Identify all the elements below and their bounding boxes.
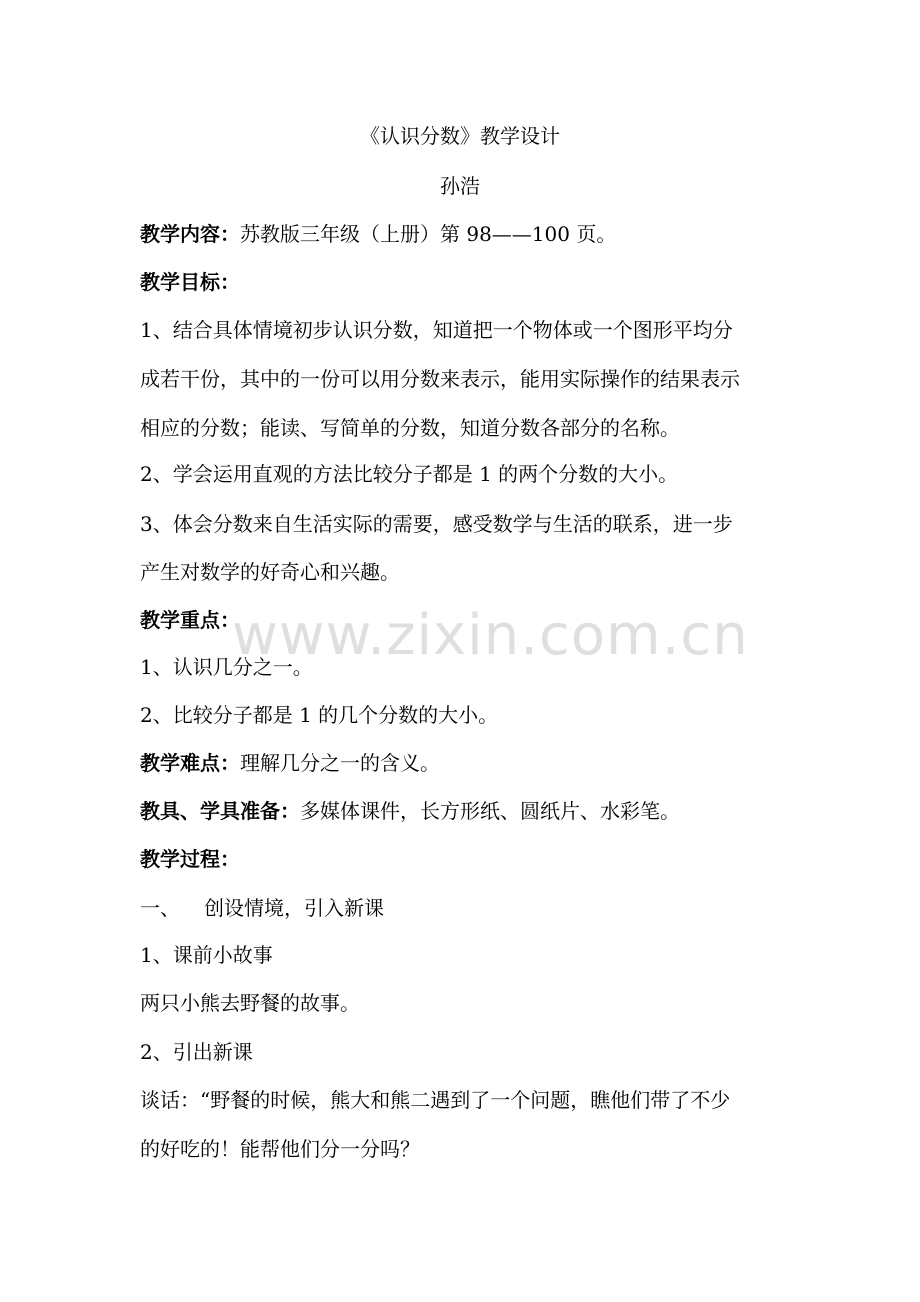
key-points-heading: 教学重点： [140,608,240,632]
goals-heading: 教学目标： [140,270,240,294]
difficulty-label: 教学难点： [140,751,240,775]
document-title: 《认识分数》教学设计 [360,124,560,148]
process-line: 两只小熊去野餐的故事。 [140,991,360,1015]
tools-row [140,799,680,823]
goals-line: 3、体会分数来自生活实际的需要，感受数学与生活的联系，进一步 [140,512,733,536]
key-points-line: 2、比较分子都是 1 的几个分数的大小。 [140,703,499,727]
tools-label: 教具、学具准备： [140,799,300,823]
goals-line: 成若干份，其中的一份可以用分数来表示，能用实际操作的结果表示 [140,367,740,391]
section-title: 创设情境，引入新课 [204,896,384,920]
goals-line: 2、学会运用直观的方法比较分子都是 1 的两个分数的大小。 [140,462,679,486]
difficulty-text: 理解几分之一的含义。 [240,751,440,775]
content-text: 苏教版三年级（上册）第 98——100 页。 [240,222,617,246]
process-line: 1、课前小故事 [140,943,273,967]
content-row [140,222,616,246]
process-line: 的好吃的！能帮他们分一分吗？ [140,1137,420,1161]
document-author: 孙浩 [440,174,480,198]
watermark: www.zixin.com.cn [232,603,749,668]
goals-line: 相应的分数；能读、写简单的分数，知道分数各部分的名称。 [140,416,680,440]
process-heading: 教学过程： [140,847,240,871]
goals-line: 1、结合具体情境初步认识分数，知道把一个物体或一个图形平均分 [140,318,733,342]
section-heading [140,896,384,920]
key-points-line: 1、认识几分之一。 [140,655,313,679]
difficulty-row [140,751,440,775]
process-line: 谈话：“野餐的时候，熊大和熊二遇到了一个问题，瞧他们带了不少 [140,1088,731,1112]
content-label: 教学内容： [140,222,240,246]
tools-text: 多媒体课件，长方形纸、圆纸片、水彩笔。 [300,799,680,823]
section-number: 一、 [140,896,180,920]
goals-line: 产生对数学的好奇心和兴趣。 [140,560,400,584]
process-line: 2、引出新课 [140,1040,253,1064]
